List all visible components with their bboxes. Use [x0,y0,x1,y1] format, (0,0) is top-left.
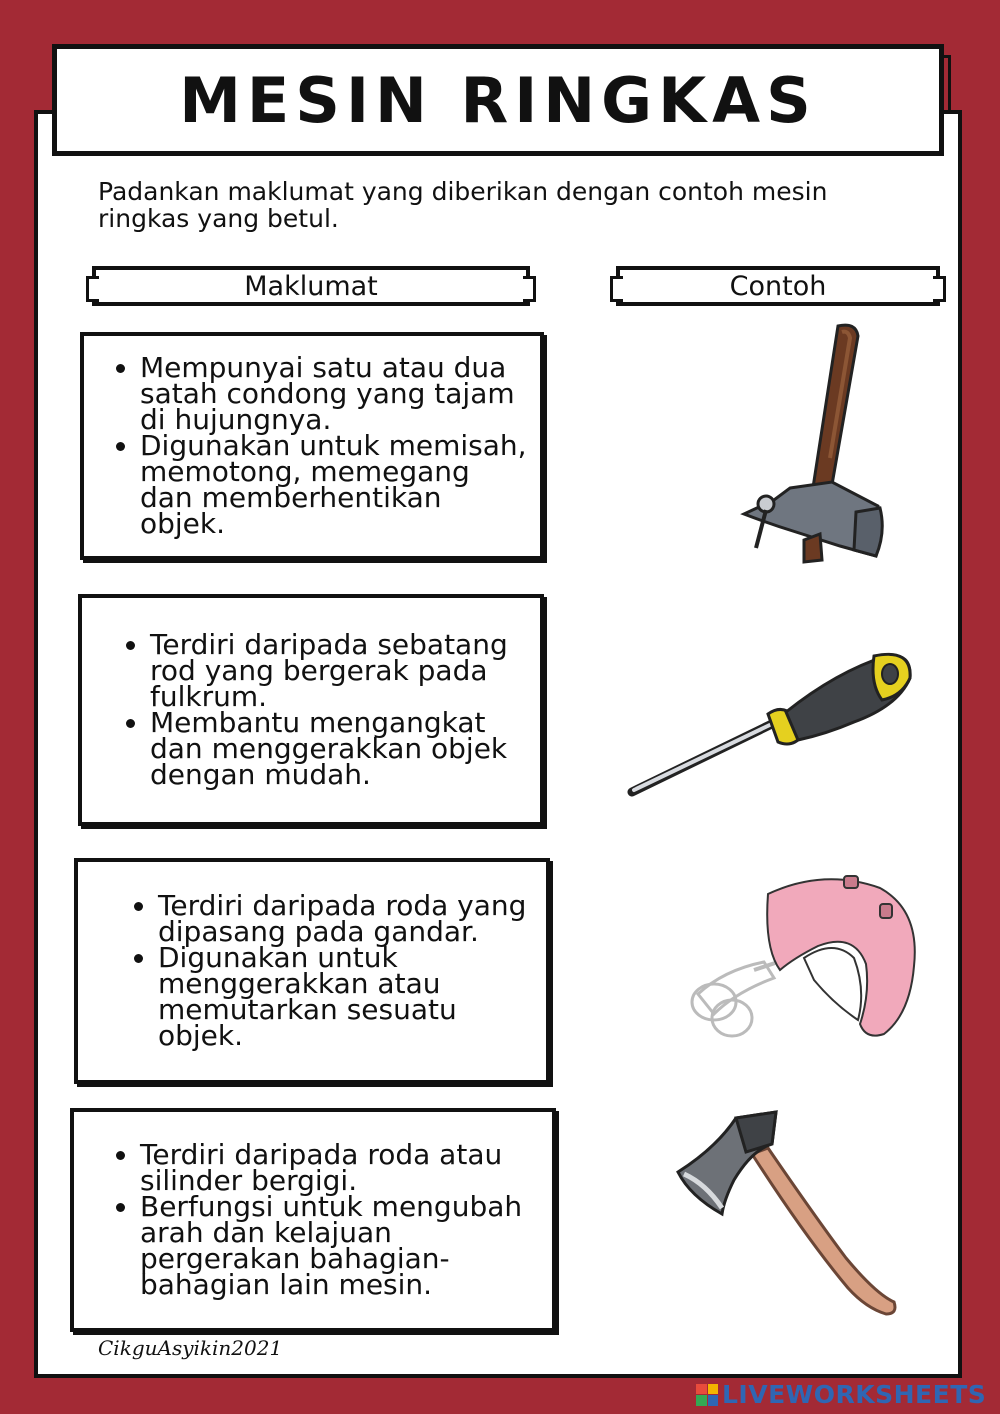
info-card-3-point-2: • Digunakan untuk menggerakkan atau memutarkan sesuatu objek. [158,945,536,1049]
title-banner [52,44,944,156]
info-card-4[interactable] [70,1108,556,1332]
info-card-1-point-1: • Mempunyai satu atau dua satah condong yang tajam di hujungnya. [140,355,530,433]
info-card-3[interactable] [74,858,550,1084]
header-contoh-label: Contoh [729,270,827,302]
liveworksheets-watermark[interactable] [696,1380,986,1409]
page-title: MESIN RINGKAS [179,63,817,137]
hammer-icon[interactable] [730,318,890,570]
author-signature: CikguAsyikin2021 [98,1336,283,1360]
header-maklumat [92,266,530,306]
info-card-4-point-1: • Terdiri daripada roda atau silinder bergigi. [140,1142,542,1194]
info-card-2[interactable] [78,594,544,826]
axe-icon[interactable] [676,1108,906,1318]
info-card-2-point-1: • Terdiri daripada sebatang rod yang bergerak pada fulkrum. [150,632,530,710]
info-card-1[interactable] [80,332,544,560]
info-card-2-point-2: • Membantu mengangkat dan menggerakkan objek dengan mudah. [150,710,530,788]
liveworksheets-logo-icon [696,1384,718,1406]
screwdriver-icon[interactable] [626,642,916,802]
liveworksheets-text: LIVEWORKSHEETS [722,1380,987,1409]
info-card-3-point-1: • Terdiri daripada roda yang dipasang pada gandar. [158,893,536,945]
info-card-4-point-2: • Berfungsi untuk mengubah arah dan kelajuan pergerakan bahagian-bahagian lain mesin. [140,1194,542,1298]
instruction-text: Padankan maklumat yang diberikan dengan contoh mesin ringkas yang betul. [98,177,828,233]
info-card-1-point-2: • Digunakan untuk memisah, memotong, memegang dan memberhentikan objek. [140,433,530,537]
hand-mixer-icon[interactable] [684,874,922,1044]
header-maklumat-label: Maklumat [244,270,378,302]
header-contoh [616,266,940,306]
